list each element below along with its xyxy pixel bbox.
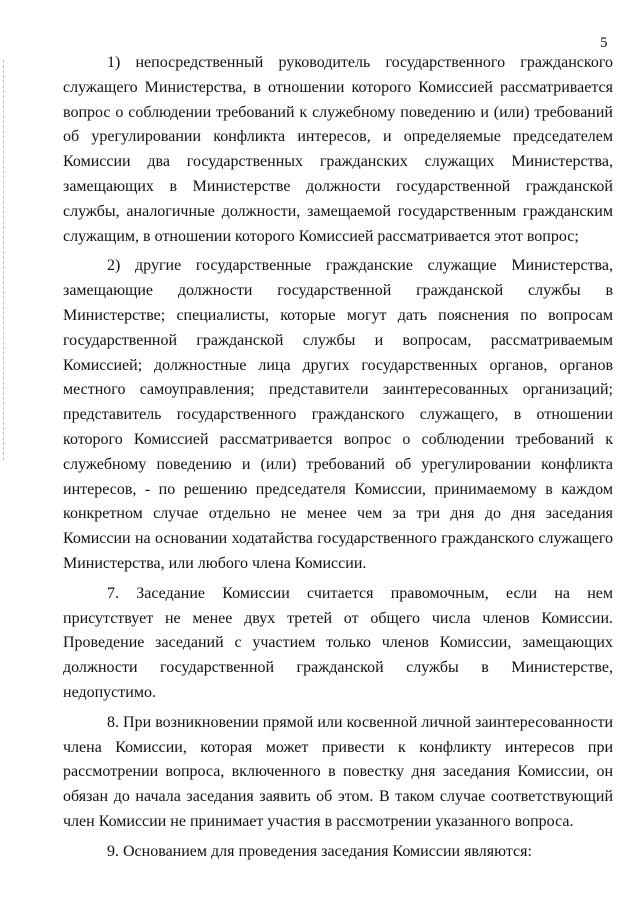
paragraph-clause-7: 7. Заседание Комиссии считается правомочным, если на нем присутствует не менее двух третей от общего числа членов Комиссии. Проведение заседаний с участием только членов Комиссии, замещающих должности государственной гражданской службы в Министерстве, недопустимо. <box>63 584 613 701</box>
paragraph-clause-8: 8. При возникновении прямой или косвенной личной заинтересованности члена Комиссии, которая может привести к конфликту интересов при рассмотрении вопроса, включенного в повестку дня заседания Комиссии, он обязан до начала заседания заявить об этом. В таком случае соответствующий член Комиссии не принимает участия в рассмотрении указанного вопроса. <box>63 713 613 830</box>
page-number: 5 <box>600 35 608 51</box>
paragraph-item-2: 2) другие государственные гражданские служащие Министерства, замещающие должности государственной гражданской службы в Министерстве; специалисты, которые могут дать пояснения по вопросам государственной гражданской службы и вопросам, рассматриваемым Комиссией; должностные лица других государственных органов, органов местного самоуправления; представители заинтересованных организаций; представитель государственного гражданского служащего, в отношении которого Комиссией рассматривается вопрос о соблюдении требований к служебному поведению и (или) требований об урегулировании конфликта интересов, - по решению председателя Комиссии, принимаемому в каждом конкретном случае отдельно не менее чем за три дня до дня заседания Комиссии на основании ходатайства государственного гражданского служащего Министерства, или любого члена Комиссии. <box>63 257 613 572</box>
document-body <box>63 51 613 865</box>
paragraph-clause-9: 9. Основанием для проведения заседания Комиссии являются: <box>107 842 532 860</box>
scan-edge-marks <box>3 60 5 460</box>
paragraph-item-1: 1) непосредственный руководитель государственного гражданского служащего Министерства, в отношении которого Комиссией рассматривается вопрос о соблюдении требований к служебному поведению и (или) требований об урегулировании конфликта интересов, и определяемые председателем Комиссии два государственных гражданских служащих Министерства, замещающих в Министерстве должности государственной гражданской службы, аналогичные должности, замещаемой государственным гражданским служащим, в отношении которого Комиссией рассматривается этот вопрос; <box>63 54 613 245</box>
